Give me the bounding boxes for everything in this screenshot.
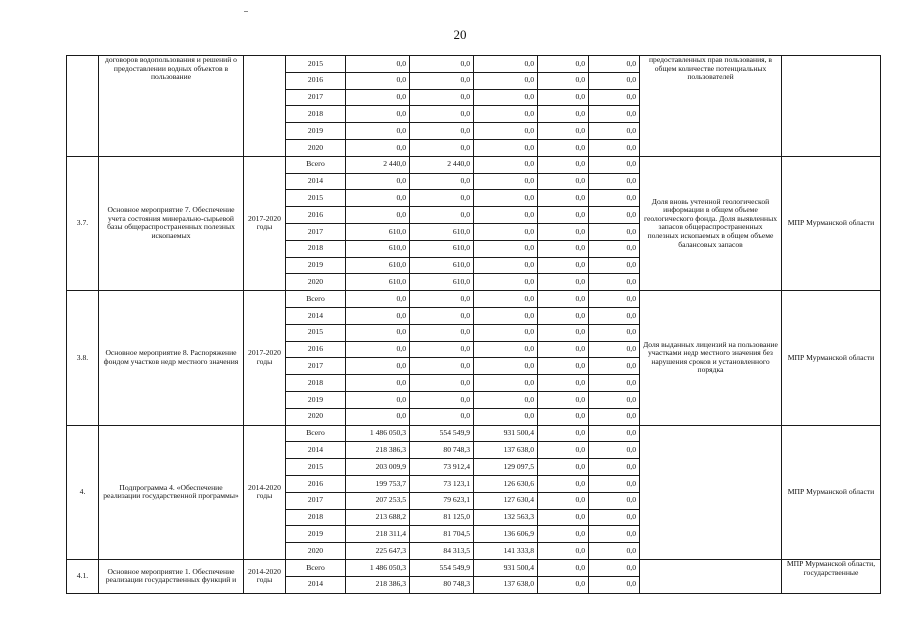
local-budget-cell: 0,0 xyxy=(538,173,589,190)
executor-cell: МПР Мурманской области, государственные xyxy=(782,559,881,593)
other-sources-cell: 0,0 xyxy=(589,240,640,257)
section-index: 3.8. xyxy=(67,291,99,425)
year-cell: 2014 xyxy=(286,442,346,459)
local-budget-cell: 0,0 xyxy=(538,156,589,173)
section-name: Основное мероприятие 8. Распоряжение фондом участков недр местного значения xyxy=(99,291,244,425)
total-cell: 199 753,7 xyxy=(346,475,410,492)
executor-cell: МПР Мурманской области xyxy=(782,291,881,425)
section-index: 4.1. xyxy=(67,559,99,593)
other-sources-cell: 0,0 xyxy=(589,425,640,442)
federal-budget-cell: 0,0 xyxy=(474,307,538,324)
year-cell: 2014 xyxy=(286,576,346,593)
federal-budget-cell: 0,0 xyxy=(474,223,538,240)
other-sources-cell: 0,0 xyxy=(589,207,640,224)
other-sources-cell: 0,0 xyxy=(589,106,640,123)
year-cell: 2015 xyxy=(286,190,346,207)
program-funding-table xyxy=(66,55,881,594)
other-sources-cell: 0,0 xyxy=(589,89,640,106)
federal-budget-cell: 132 563,3 xyxy=(474,509,538,526)
total-cell: 0,0 xyxy=(346,139,410,156)
regional-budget-cell: 0,0 xyxy=(410,207,474,224)
year-cell: 2017 xyxy=(286,223,346,240)
year-cell: 2016 xyxy=(286,207,346,224)
year-cell: 2020 xyxy=(286,139,346,156)
total-cell: 0,0 xyxy=(346,72,410,89)
total-cell: 218 386,3 xyxy=(346,442,410,459)
year-cell: Всего xyxy=(286,291,346,308)
federal-budget-cell: 141 333,8 xyxy=(474,543,538,560)
table-row xyxy=(67,156,881,173)
total-cell: 203 009,9 xyxy=(346,459,410,476)
regional-budget-cell: 84 313,5 xyxy=(410,543,474,560)
year-cell: Всего xyxy=(286,425,346,442)
regional-budget-cell: 80 748,3 xyxy=(410,576,474,593)
section-index: 4. xyxy=(67,425,99,559)
other-sources-cell: 0,0 xyxy=(589,442,640,459)
total-cell: 1 486 050,3 xyxy=(346,559,410,576)
total-cell: 0,0 xyxy=(346,173,410,190)
total-cell: 0,0 xyxy=(346,307,410,324)
federal-budget-cell: 0,0 xyxy=(474,391,538,408)
federal-budget-cell: 126 630,6 xyxy=(474,475,538,492)
regional-budget-cell: 610,0 xyxy=(410,240,474,257)
other-sources-cell: 0,0 xyxy=(589,576,640,593)
section-name: Основное мероприятие 7. Обеспечение учета состояния минерально-сырьевой базы общераспространенных полезных ископаемых xyxy=(99,156,244,290)
federal-budget-cell: 137 638,0 xyxy=(474,442,538,459)
regional-budget-cell: 610,0 xyxy=(410,223,474,240)
total-cell: 218 386,3 xyxy=(346,576,410,593)
table-row xyxy=(67,559,881,576)
indicator-cell: Доля выданных лицензий на пользование участками недр местного значения без нарушения сроков и установленного порядка xyxy=(640,291,782,425)
local-budget-cell: 0,0 xyxy=(538,72,589,89)
indicator-cell: Доля вновь учтенной геологической информации в общем объеме геологического фонда. Доля выявленных запасов общераспространенных полезных ископаемых в общем объеме балансовых запасов xyxy=(640,156,782,290)
other-sources-cell: 0,0 xyxy=(589,391,640,408)
section-period: 2014-2020 годы xyxy=(244,559,286,593)
year-cell: 2020 xyxy=(286,543,346,560)
local-budget-cell: 0,0 xyxy=(538,106,589,123)
local-budget-cell: 0,0 xyxy=(538,358,589,375)
regional-budget-cell: 80 748,3 xyxy=(410,442,474,459)
regional-budget-cell: 0,0 xyxy=(410,89,474,106)
other-sources-cell: 0,0 xyxy=(589,56,640,73)
section-index: 3.7. xyxy=(67,156,99,290)
year-cell: 2016 xyxy=(286,475,346,492)
year-cell: 2018 xyxy=(286,240,346,257)
federal-budget-cell: 0,0 xyxy=(474,190,538,207)
total-cell: 0,0 xyxy=(346,291,410,308)
year-cell: 2017 xyxy=(286,358,346,375)
federal-budget-cell: 0,0 xyxy=(474,375,538,392)
regional-budget-cell: 0,0 xyxy=(410,72,474,89)
federal-budget-cell: 0,0 xyxy=(474,56,538,73)
other-sources-cell: 0,0 xyxy=(589,543,640,560)
regional-budget-cell: 0,0 xyxy=(410,106,474,123)
year-cell: 2019 xyxy=(286,526,346,543)
local-budget-cell: 0,0 xyxy=(538,89,589,106)
section-name: договоров водопользования и решений о предоставлении водных объектов в пользование xyxy=(99,56,244,157)
year-cell: 2014 xyxy=(286,307,346,324)
other-sources-cell: 0,0 xyxy=(589,190,640,207)
local-budget-cell: 0,0 xyxy=(538,559,589,576)
federal-budget-cell: 0,0 xyxy=(474,156,538,173)
federal-budget-cell: 0,0 xyxy=(474,173,538,190)
other-sources-cell: 0,0 xyxy=(589,408,640,425)
table-row xyxy=(67,291,881,308)
executor-cell: МПР Мурманской области xyxy=(782,156,881,290)
section-period xyxy=(244,56,286,157)
federal-budget-cell: 0,0 xyxy=(474,291,538,308)
other-sources-cell: 0,0 xyxy=(589,307,640,324)
federal-budget-cell: 0,0 xyxy=(474,240,538,257)
regional-budget-cell: 0,0 xyxy=(410,375,474,392)
total-cell: 0,0 xyxy=(346,190,410,207)
total-cell: 0,0 xyxy=(346,324,410,341)
regional-budget-cell: 0,0 xyxy=(410,324,474,341)
total-cell: 213 688,2 xyxy=(346,509,410,526)
total-cell: 0,0 xyxy=(346,56,410,73)
year-cell: 2016 xyxy=(286,341,346,358)
other-sources-cell: 0,0 xyxy=(589,274,640,291)
total-cell: 0,0 xyxy=(346,391,410,408)
scan-mark xyxy=(244,11,248,12)
total-cell: 0,0 xyxy=(346,106,410,123)
local-budget-cell: 0,0 xyxy=(538,341,589,358)
federal-budget-cell: 0,0 xyxy=(474,257,538,274)
regional-budget-cell: 554 549,9 xyxy=(410,425,474,442)
other-sources-cell: 0,0 xyxy=(589,509,640,526)
year-cell: 2015 xyxy=(286,56,346,73)
local-budget-cell: 0,0 xyxy=(538,207,589,224)
regional-budget-cell: 73 912,4 xyxy=(410,459,474,476)
section-period: 2014-2020 годы xyxy=(244,425,286,559)
other-sources-cell: 0,0 xyxy=(589,459,640,476)
federal-budget-cell: 0,0 xyxy=(474,358,538,375)
total-cell: 610,0 xyxy=(346,257,410,274)
section-period: 2017-2020 годы xyxy=(244,291,286,425)
total-cell: 610,0 xyxy=(346,240,410,257)
federal-budget-cell: 129 097,5 xyxy=(474,459,538,476)
local-budget-cell: 0,0 xyxy=(538,274,589,291)
local-budget-cell: 0,0 xyxy=(538,425,589,442)
local-budget-cell: 0,0 xyxy=(538,442,589,459)
indicator-cell xyxy=(640,425,782,559)
section-name: Подпрограмма 4. «Обеспечение реализации государственной программы» xyxy=(99,425,244,559)
year-cell: 2019 xyxy=(286,257,346,274)
federal-budget-cell: 136 606,9 xyxy=(474,526,538,543)
indicator-cell: предоставленных прав пользования, в общем количестве потенциальных пользователей xyxy=(640,56,782,157)
table-body xyxy=(67,56,881,594)
total-cell: 610,0 xyxy=(346,223,410,240)
federal-budget-cell: 0,0 xyxy=(474,106,538,123)
local-budget-cell: 0,0 xyxy=(538,324,589,341)
federal-budget-cell: 0,0 xyxy=(474,72,538,89)
total-cell: 225 647,3 xyxy=(346,543,410,560)
year-cell: 2017 xyxy=(286,89,346,106)
executor-cell: МПР Мурманской области xyxy=(782,425,881,559)
federal-budget-cell: 931 500,4 xyxy=(474,559,538,576)
local-budget-cell: 0,0 xyxy=(538,475,589,492)
regional-budget-cell: 0,0 xyxy=(410,56,474,73)
local-budget-cell: 0,0 xyxy=(538,307,589,324)
other-sources-cell: 0,0 xyxy=(589,291,640,308)
other-sources-cell: 0,0 xyxy=(589,123,640,140)
total-cell: 218 311,4 xyxy=(346,526,410,543)
federal-budget-cell: 0,0 xyxy=(474,207,538,224)
regional-budget-cell: 0,0 xyxy=(410,408,474,425)
other-sources-cell: 0,0 xyxy=(589,375,640,392)
other-sources-cell: 0,0 xyxy=(589,341,640,358)
local-budget-cell: 0,0 xyxy=(538,139,589,156)
local-budget-cell: 0,0 xyxy=(538,375,589,392)
year-cell: 2020 xyxy=(286,274,346,291)
regional-budget-cell: 554 549,9 xyxy=(410,559,474,576)
other-sources-cell: 0,0 xyxy=(589,324,640,341)
federal-budget-cell: 0,0 xyxy=(474,123,538,140)
regional-budget-cell: 79 623,1 xyxy=(410,492,474,509)
local-budget-cell: 0,0 xyxy=(538,291,589,308)
page-number: 20 xyxy=(453,27,467,42)
year-cell: 2018 xyxy=(286,106,346,123)
local-budget-cell: 0,0 xyxy=(538,56,589,73)
regional-budget-cell: 0,0 xyxy=(410,341,474,358)
local-budget-cell: 0,0 xyxy=(538,190,589,207)
other-sources-cell: 0,0 xyxy=(589,72,640,89)
year-cell: Всего xyxy=(286,156,346,173)
regional-budget-cell: 81 125,0 xyxy=(410,509,474,526)
federal-budget-cell: 137 638,0 xyxy=(474,576,538,593)
year-cell: 2018 xyxy=(286,375,346,392)
local-budget-cell: 0,0 xyxy=(538,492,589,509)
local-budget-cell: 0,0 xyxy=(538,526,589,543)
federal-budget-cell: 0,0 xyxy=(474,274,538,291)
other-sources-cell: 0,0 xyxy=(589,358,640,375)
section-index xyxy=(67,56,99,157)
local-budget-cell: 0,0 xyxy=(538,223,589,240)
executor-cell xyxy=(782,56,881,157)
total-cell: 1 486 050,3 xyxy=(346,425,410,442)
federal-budget-cell: 0,0 xyxy=(474,89,538,106)
total-cell: 0,0 xyxy=(346,375,410,392)
total-cell: 0,0 xyxy=(346,207,410,224)
year-cell: 2018 xyxy=(286,509,346,526)
other-sources-cell: 0,0 xyxy=(589,475,640,492)
regional-budget-cell: 0,0 xyxy=(410,358,474,375)
local-budget-cell: 0,0 xyxy=(538,509,589,526)
regional-budget-cell: 0,0 xyxy=(410,123,474,140)
total-cell: 0,0 xyxy=(346,408,410,425)
year-cell: 2019 xyxy=(286,391,346,408)
year-cell: 2019 xyxy=(286,123,346,140)
indicator-cell xyxy=(640,559,782,593)
other-sources-cell: 0,0 xyxy=(589,156,640,173)
federal-budget-cell: 0,0 xyxy=(474,408,538,425)
local-budget-cell: 0,0 xyxy=(538,408,589,425)
table-row xyxy=(67,425,881,442)
other-sources-cell: 0,0 xyxy=(589,492,640,509)
federal-budget-cell: 931 500,4 xyxy=(474,425,538,442)
local-budget-cell: 0,0 xyxy=(538,391,589,408)
table-row xyxy=(67,56,881,73)
regional-budget-cell: 0,0 xyxy=(410,139,474,156)
total-cell: 0,0 xyxy=(346,89,410,106)
total-cell: 0,0 xyxy=(346,358,410,375)
federal-budget-cell: 0,0 xyxy=(474,341,538,358)
local-budget-cell: 0,0 xyxy=(538,543,589,560)
total-cell: 0,0 xyxy=(346,341,410,358)
total-cell: 0,0 xyxy=(346,123,410,140)
regional-budget-cell: 0,0 xyxy=(410,391,474,408)
other-sources-cell: 0,0 xyxy=(589,559,640,576)
total-cell: 207 253,5 xyxy=(346,492,410,509)
other-sources-cell: 0,0 xyxy=(589,223,640,240)
year-cell: 2015 xyxy=(286,459,346,476)
regional-budget-cell: 610,0 xyxy=(410,257,474,274)
other-sources-cell: 0,0 xyxy=(589,173,640,190)
federal-budget-cell: 127 630,4 xyxy=(474,492,538,509)
year-cell: 2014 xyxy=(286,173,346,190)
year-cell: 2015 xyxy=(286,324,346,341)
section-period: 2017-2020 годы xyxy=(244,156,286,290)
regional-budget-cell: 0,0 xyxy=(410,307,474,324)
other-sources-cell: 0,0 xyxy=(589,257,640,274)
local-budget-cell: 0,0 xyxy=(538,123,589,140)
federal-budget-cell: 0,0 xyxy=(474,324,538,341)
local-budget-cell: 0,0 xyxy=(538,459,589,476)
year-cell: 2020 xyxy=(286,408,346,425)
regional-budget-cell: 73 123,1 xyxy=(410,475,474,492)
local-budget-cell: 0,0 xyxy=(538,257,589,274)
total-cell: 610,0 xyxy=(346,274,410,291)
regional-budget-cell: 610,0 xyxy=(410,274,474,291)
year-cell: Всего xyxy=(286,559,346,576)
regional-budget-cell: 2 440,0 xyxy=(410,156,474,173)
regional-budget-cell: 0,0 xyxy=(410,190,474,207)
regional-budget-cell: 81 704,5 xyxy=(410,526,474,543)
regional-budget-cell: 0,0 xyxy=(410,291,474,308)
regional-budget-cell: 0,0 xyxy=(410,173,474,190)
year-cell: 2016 xyxy=(286,72,346,89)
section-name: Основное мероприятие 1. Обеспечение реализации государственных функций и xyxy=(99,559,244,593)
local-budget-cell: 0,0 xyxy=(538,240,589,257)
federal-budget-cell: 0,0 xyxy=(474,139,538,156)
other-sources-cell: 0,0 xyxy=(589,526,640,543)
other-sources-cell: 0,0 xyxy=(589,139,640,156)
local-budget-cell: 0,0 xyxy=(538,576,589,593)
year-cell: 2017 xyxy=(286,492,346,509)
total-cell: 2 440,0 xyxy=(346,156,410,173)
